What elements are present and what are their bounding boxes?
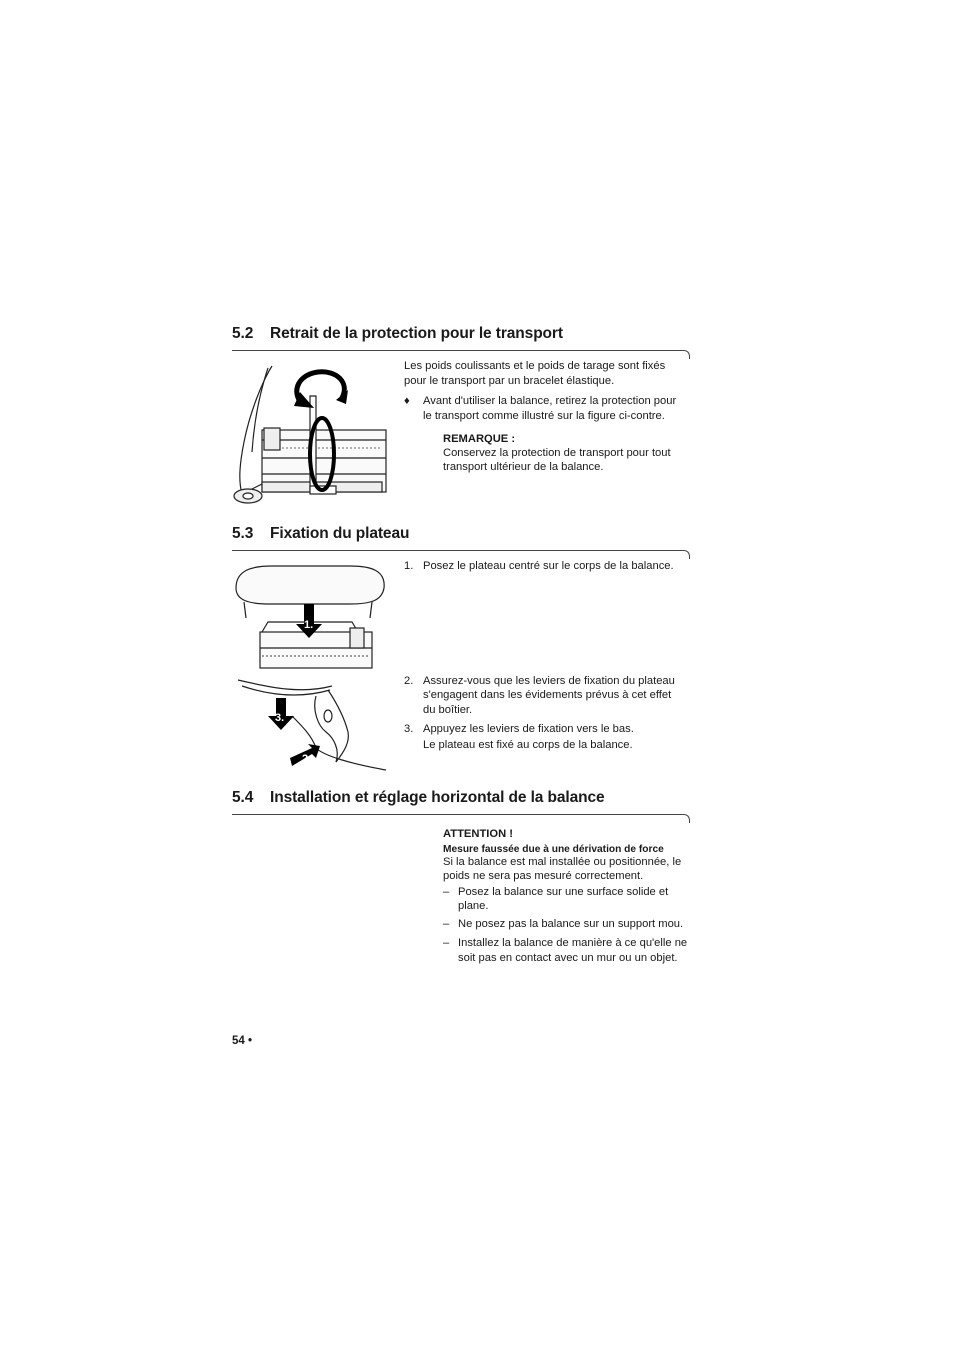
step-2-line-3: du boîtier. [423, 704, 473, 716]
item-1-line-2: plane. [458, 900, 489, 912]
page-number: 54 • [232, 1035, 253, 1047]
figure-label-1: 1. [304, 619, 314, 631]
plate-placement-illustration [232, 562, 388, 674]
bullet-line-2: le transport comme illustré sur la figure ci-contre. [423, 410, 665, 422]
figure-label-2: 2. [302, 753, 312, 765]
step-2-line-2: s'engagent dans les évidements prévus à cet effet [423, 689, 672, 701]
note-title: REMARQUE : [443, 433, 516, 445]
step-3-line-2: Le plateau est fixé au corps de la balance. [423, 739, 633, 751]
transport-protection-illustration [232, 362, 388, 514]
plate-lever-illustration [232, 676, 388, 772]
intro-line-2: pour le transport par un bracelet élastique. [404, 375, 615, 387]
figure-label-3: 3. [275, 712, 285, 724]
bullet-diamond: ♦ [404, 395, 410, 407]
step-2-line-1: Assurez-vous que les leviers de fixation du plateau [423, 675, 675, 687]
step-1-text: Posez le plateau centré sur le corps de la balance. [423, 560, 674, 572]
item-3-line-1: Installez la balance de manière à ce qu'elle ne [458, 937, 688, 949]
section-title: Fixation du plateau [270, 525, 410, 542]
note-line-1: Conservez la protection de transport pour tout [443, 447, 671, 459]
item-2-line-1: Ne posez pas la balance sur un support mou. [458, 918, 684, 930]
section-number: 5.2 [232, 325, 254, 342]
section-rule [232, 350, 684, 351]
dash-marker: – [443, 886, 450, 898]
step-3-line-1: Appuyez les leviers de fixation vers le bas. [423, 723, 634, 735]
attention-line-2: poids ne sera pas mesuré correctement. [443, 870, 644, 882]
dash-marker: – [443, 937, 450, 949]
dash-marker: – [443, 918, 450, 930]
item-1-line-1: Posez la balance sur une surface solide et [458, 886, 669, 898]
section-rule [232, 814, 684, 815]
bullet-line-1: Avant d'utiliser la balance, retirez la protection pour [423, 395, 677, 407]
item-3-line-2: soit pas en contact avec un mur ou un objet. [458, 952, 678, 964]
step-number: 3. [404, 723, 414, 735]
step-number: 2. [404, 675, 414, 687]
attention-subtitle: Mesure faussée due à une dérivation de force [443, 844, 664, 855]
section-heading-5-2 [232, 325, 563, 343]
section-rule [232, 550, 684, 551]
attention-line-1: Si la balance est mal installée ou positionnée, le [443, 856, 682, 868]
intro-line-1: Les poids coulissants et le poids de tarage sont fixés [404, 360, 666, 372]
section-number: 5.3 [232, 525, 254, 542]
section-number: 5.4 [232, 789, 254, 806]
note-line-2: transport ultérieur de la balance. [443, 461, 604, 473]
section-heading-5-3 [232, 525, 409, 543]
section-title: Installation et réglage horizontal de la balance [270, 789, 605, 806]
section-heading-5-4 [232, 789, 605, 807]
section-title: Retrait de la protection pour le transport [270, 325, 563, 342]
attention-title: ATTENTION ! [443, 828, 514, 840]
step-number: 1. [404, 560, 414, 572]
